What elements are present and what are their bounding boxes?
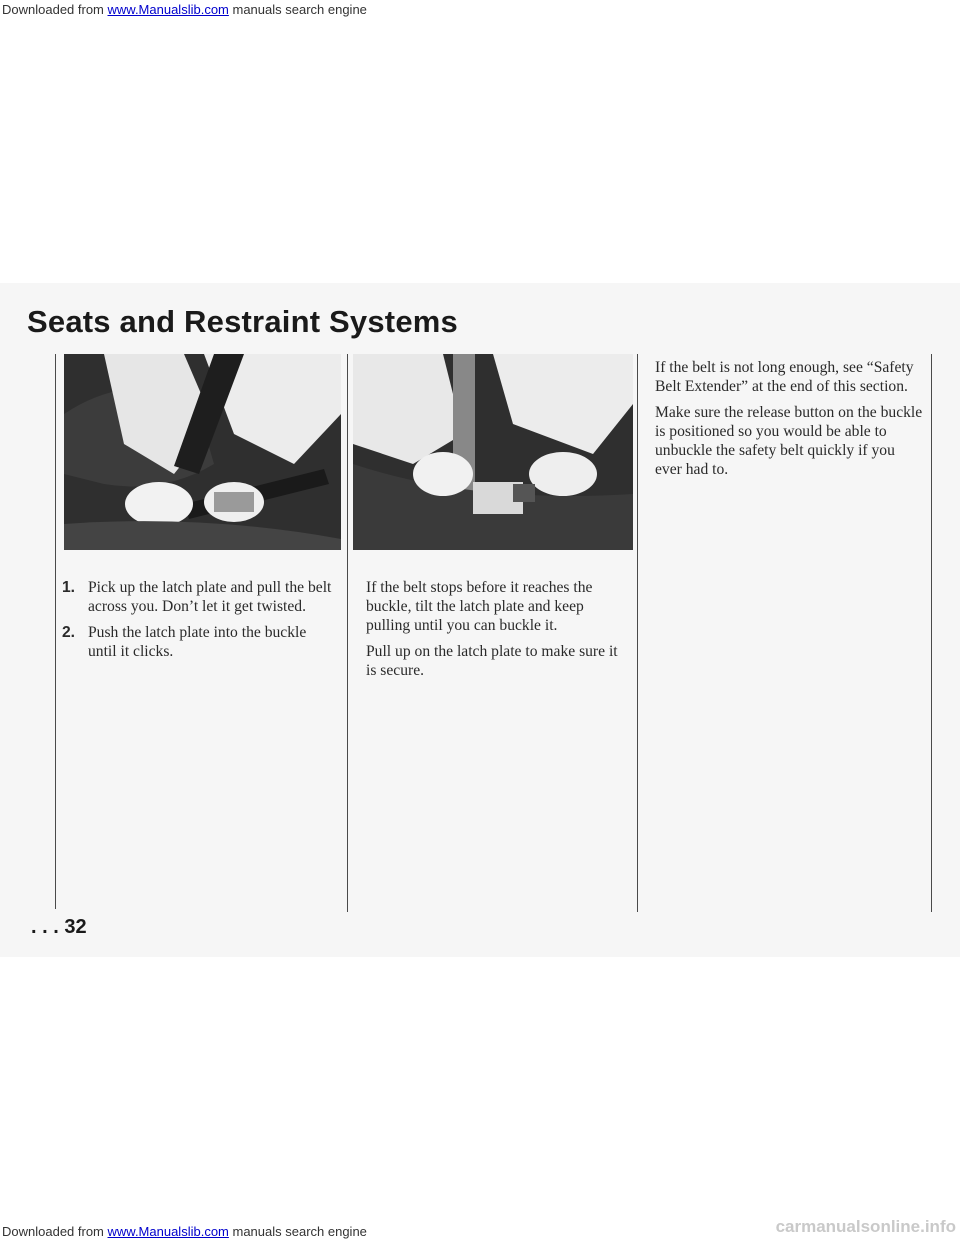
download-credit	[2, 2, 367, 17]
buckle-insert-illustration	[353, 354, 633, 550]
paragraph-belt-stops: If the belt stops before it reaches the buckle, tilt the latch plate and keep pulling until you can buckle it.	[366, 579, 593, 634]
belt-steps-list	[62, 578, 334, 661]
step-number: 1.	[62, 579, 76, 596]
watermark: carmanualsonline.info	[775, 1217, 956, 1236]
paragraph-belt-extender: If the belt is not long enough, see “Safety Belt Extender” at the end of this section.	[655, 359, 914, 395]
column-1-text	[62, 578, 334, 668]
download-credit-bottom	[2, 1224, 367, 1239]
step-item	[62, 623, 334, 661]
manualslib-link[interactable]: www.Manualslib.com	[107, 2, 229, 17]
credit-suffix: manuals search engine	[228, 1224, 367, 1239]
manualslib-link-bottom[interactable]: www.Manualslib.com	[107, 1224, 229, 1239]
paragraph-pull-up: Pull up on the latch plate to make sure it is secure.	[366, 643, 618, 679]
step-number: 2.	[62, 624, 76, 641]
column-rule-far-right	[931, 354, 932, 912]
column-rule-right	[637, 354, 638, 912]
credit-prefix: Downloaded from	[2, 1224, 108, 1239]
column-rule-middle	[347, 354, 348, 912]
page-title: Seats and Restraint Systems	[27, 304, 458, 339]
step-text: Push the latch plate into the buckle until it clicks.	[88, 624, 307, 660]
step-text: Pick up the latch plate and pull the belt across you. Don’t let it get twisted.	[88, 579, 332, 615]
column-rule-left	[55, 354, 56, 909]
page-number: . . . 32	[31, 916, 87, 938]
latch-plate-pull-illustration	[64, 354, 341, 550]
credit-suffix: manuals search engine	[228, 2, 367, 17]
credit-prefix: Downloaded from	[2, 2, 108, 17]
paragraph-release-button: Make sure the release button on the buckle is positioned so you would be able to unbuckle the safety belt quickly if you ever had to.	[655, 404, 923, 478]
column-2-text	[366, 578, 628, 687]
step-item	[62, 578, 334, 616]
column-3-text	[655, 358, 925, 486]
